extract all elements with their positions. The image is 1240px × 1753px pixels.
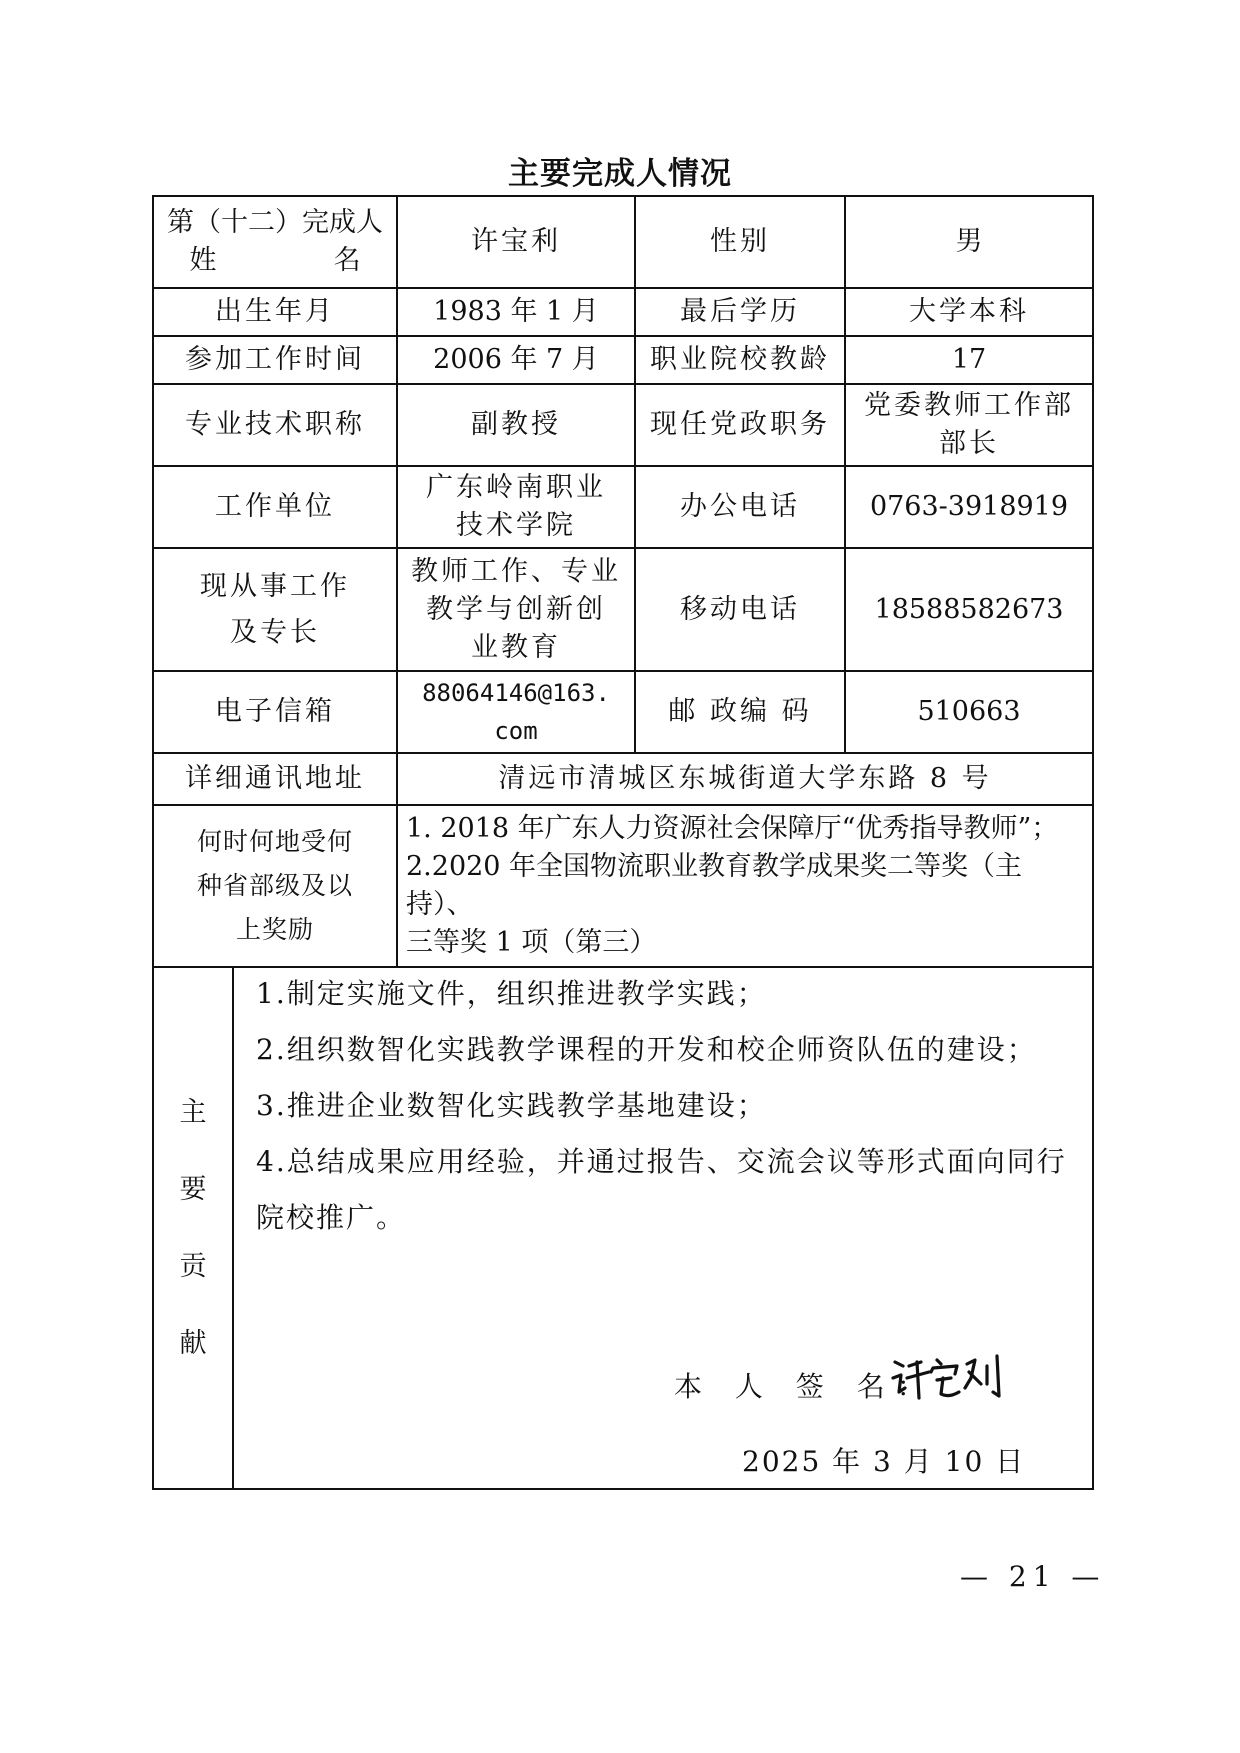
email-value [397,671,635,753]
work-line1: 教师工作、专业 [411,555,621,587]
table-row [153,548,1093,671]
mobile-value: 18588582673 [845,548,1093,671]
address-value: 清远市清城区东城街道大学东路 8 号 [397,753,1093,805]
teaching-years-label: 职业院校教龄 [635,336,845,384]
page-number: — 21 — [960,1560,1106,1593]
contribution-label-char: 献 [179,1328,207,1359]
info-table [152,195,1094,1490]
contribution-item: 1.制定实施文件，组织推进教学实践； [256,977,767,1010]
contribution-label-char: 主 [179,1097,207,1128]
name-value: 许宝利 [397,196,635,288]
address-label: 详细通讯地址 [153,753,397,805]
table-row [153,196,1093,288]
title-label: 专业技术职称 [153,384,397,466]
awards-label-line2: 种省部级及以 [196,871,353,900]
table-row [153,753,1093,805]
name-label-xing: 姓 [189,245,217,276]
contribution-label-char: 贡 [179,1251,207,1282]
education-label: 最后学历 [635,288,845,336]
birth-label: 出生年月 [153,288,397,336]
position-line2: 部长 [939,428,999,459]
gender-label: 性别 [635,196,845,288]
position-value [845,384,1093,466]
name-label-cell [153,196,397,288]
table-row [153,967,1093,1489]
award-line3: 三等奖 1 项（第三） [406,927,657,958]
email-line2: com [494,717,538,745]
work-start-value: 2006 年 7 月 [397,336,635,384]
table-row [153,805,1093,967]
awards-value [397,805,1093,967]
table-row [153,384,1093,466]
gender-value: 男 [845,196,1093,288]
title-value: 副教授 [397,384,635,466]
contribution-item: 3.推进企业数智化实践教学基地建设； [256,1089,767,1122]
table-row [153,288,1093,336]
contribution-item: 2.组织数智化实践教学课程的开发和校企师资队伍的建设； [256,1033,1037,1066]
contribution-label [153,967,233,1489]
education-value: 大学本科 [845,288,1093,336]
work-line2: 教学与创新创 [426,593,606,625]
awards-label-line3: 上奖励 [235,915,314,944]
work-start-label: 参加工作时间 [153,336,397,384]
work-value [397,548,635,671]
handwritten-signature [889,1348,1019,1408]
mobile-label: 移动电话 [635,548,845,671]
contribution-item: 院校推广。 [256,1201,407,1234]
awards-label [153,805,397,967]
work-line3: 业教育 [471,631,561,663]
contribution-content [233,967,1093,1489]
work-label [153,548,397,671]
contribution-label-char: 要 [179,1174,207,1205]
email-label: 电子信箱 [153,671,397,753]
awards-label-line1: 何时何地受何 [196,827,353,856]
contribution-item: 4.总结成果应用经验，并通过报告、交流会议等形式面向同行 [256,1145,1067,1178]
name-label-ming: 名 [333,245,361,276]
unit-line1: 广东岭南职业 [426,472,606,503]
award-line1: 1. 2018 年广东人力资源社会保障厅“优秀指导教师”； [406,813,1059,844]
birth-value: 1983 年 1 月 [397,288,635,336]
teaching-years-value: 17 [845,336,1093,384]
unit-line2: 技术学院 [456,510,576,541]
work-label-line2: 及专长 [230,616,320,648]
signature-date: 2025 年 3 月 10 日 [742,1445,1026,1478]
table-row [153,466,1093,548]
award-line2: 2.2020 年全国物流职业教育教学成果奖二等奖（主持）、 [406,851,1023,920]
page-title: 主要完成人情况 [508,156,732,192]
postcode-value: 510663 [845,671,1093,753]
postcode-label: 邮 政编 码 [635,671,845,753]
unit-label: 工作单位 [153,466,397,548]
office-phone-label: 办公电话 [635,466,845,548]
email-line1: 88064146@163. [422,679,610,707]
position-label: 现任党政职务 [635,384,845,466]
name-label-line1: 第（十二）完成人 [167,207,383,238]
signature-label: 本 人 签 名： [674,1370,937,1403]
table-row [153,336,1093,384]
office-phone-value: 0763-3918919 [845,466,1093,548]
unit-value [397,466,635,548]
work-label-line1: 现从事工作 [200,570,350,602]
table-row [153,671,1093,753]
position-line1: 党委教师工作部 [864,390,1074,421]
